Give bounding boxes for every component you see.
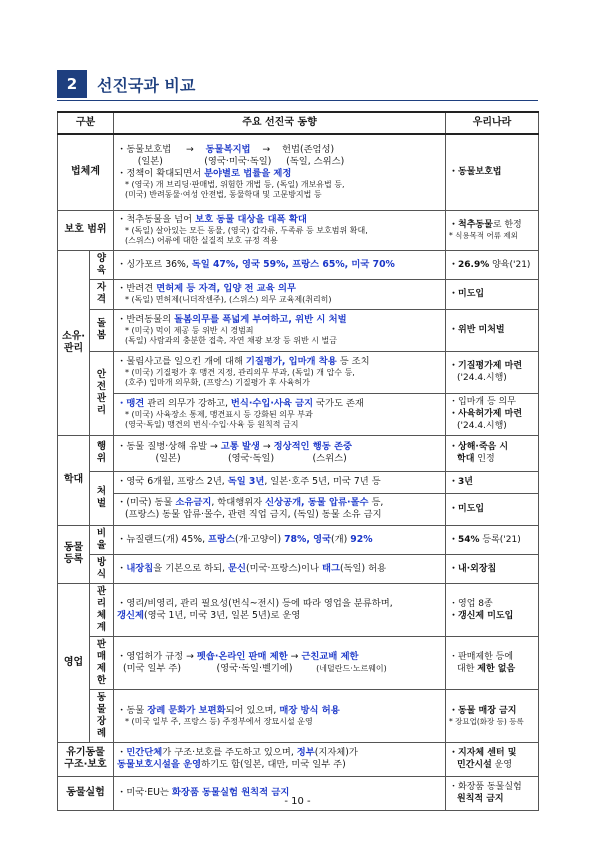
text: , 일본·호주 5년, 미국 7년 등 <box>264 476 381 487</box>
country: (네덜란드·노르웨이) <box>316 663 387 673</box>
cell-funeral-trend <box>114 689 446 742</box>
cell-punish-b-trend <box>114 493 446 525</box>
note: * 장묘업(화장 등) 등록 <box>449 716 524 726</box>
cell-method-trend <box>114 554 446 583</box>
table-row-biz-sales <box>58 636 539 689</box>
note: * (독일) 면허제(니더작센주), (스위스) 의무 교육제(취리히) <box>125 295 332 304</box>
text: 국가도 존재 <box>313 398 364 409</box>
arrow: → <box>259 441 274 452</box>
text: 양육('21) <box>489 259 531 270</box>
cell-punish-a-korea: ・3년 <box>446 471 539 493</box>
highlight: 92% <box>350 533 373 545</box>
cell-qualification-trend <box>114 279 446 309</box>
sub-label-ratio: 비율 <box>90 525 114 554</box>
text: ・(미국) 동물 <box>117 497 176 508</box>
page-number: - 10 - <box>284 796 311 807</box>
text: 가 구조·보호를 주도하고 있으며, <box>162 747 297 758</box>
text: ・영업허가 규정 → <box>117 650 197 662</box>
note: (호주) 입마개 의무화, (프랑스) 기질평가 후 사육허가 <box>125 378 310 387</box>
note: * (미국) 사육장소 통제, 맹견표시 등 강화된 의무 부과 <box>125 410 313 419</box>
header-category: 구분 <box>58 112 114 134</box>
cell-law-korea: ・동물보호법 <box>446 134 539 210</box>
country: (일본) <box>137 156 163 168</box>
cell-punish-b-korea: ・미도입 <box>446 493 539 525</box>
row-label-business: 영업 <box>58 583 90 742</box>
text: 헌법(존엄성) <box>281 144 335 156</box>
cell-stray-korea <box>446 742 539 776</box>
text: ・54% <box>449 534 480 545</box>
text: (미국·프랑스)이나 <box>245 562 322 574</box>
comparison-table <box>57 111 539 811</box>
table-row-safety-a <box>58 351 539 393</box>
table-row-stray <box>58 742 539 776</box>
country: (독일, 스위스) <box>286 156 345 168</box>
highlight: 독일 47%, 영국 59%, 프랑스 65%, 미국 70% <box>191 258 395 270</box>
highlight: 장례 문화가 보편화 <box>147 704 226 716</box>
text: ・반려견 <box>117 283 157 294</box>
text: 되어 있으며, <box>225 704 280 716</box>
text: ・동물 질병·상해 유발 → <box>117 441 221 452</box>
text: ・싱가포르 36%, <box>117 258 192 270</box>
cell-funeral-korea <box>446 689 539 742</box>
highlight: 매장 방식 허용 <box>279 704 340 716</box>
cell-sales-trend <box>114 636 446 689</box>
table-row-qualification <box>58 279 539 309</box>
table-row-abuse-act <box>58 435 539 471</box>
table-row-punish-a <box>58 471 539 493</box>
header-korea: 우리나라 <box>446 112 539 134</box>
table-header-row <box>58 112 539 134</box>
highlight: 돌봄의무를 폭넓게 부여하고, 위반 시 처벌 <box>174 314 347 325</box>
highlight: 내장칩 <box>126 562 154 574</box>
table-row-biz-funeral <box>58 689 539 742</box>
note: (독일) 사람과의 충분한 접촉, 자연 채광 보장 등 위반 시 벌금 <box>125 336 337 345</box>
arrow: → <box>186 144 194 156</box>
note: (영국·독일) 맹견의 번식·수입·사육 등 원칙적 금지 <box>125 420 299 429</box>
highlight: 소유금지 <box>175 497 212 508</box>
table-row-care <box>58 309 539 351</box>
row-label-ownership: 소유·관리 <box>58 250 90 435</box>
row-label-scope: 보호 범위 <box>58 210 114 250</box>
text: 관리 의무가 강하고, <box>144 398 231 409</box>
country: (일본) <box>155 453 181 464</box>
row-label-testing: 동물실험 <box>58 776 114 810</box>
text: (지자체)가 <box>314 747 358 758</box>
table-row-biz-mgmt <box>58 583 539 636</box>
text: ・ <box>117 562 127 574</box>
cell-qualification-korea: ・미도입 <box>446 279 539 309</box>
text: 등 조치 <box>336 356 370 367</box>
highlight: 프랑스 <box>208 533 235 545</box>
highlight: 정상적인 행동 존중 <box>273 441 352 452</box>
text: 하기도 함(일본, 대만, 미국 일부 주) <box>201 759 346 770</box>
text: , 학대행위자 <box>211 497 266 508</box>
cell-safety-a-trend <box>114 351 446 393</box>
text: 운영 <box>491 760 513 770</box>
text: 대한 <box>457 663 478 674</box>
text: ・화장품 동물실험 <box>449 782 522 792</box>
table-row-raising <box>58 250 539 279</box>
text: 인정 <box>474 454 495 464</box>
text: 학대 <box>457 454 475 464</box>
row-label-law: 법체계 <box>58 134 114 210</box>
section-number: 2 <box>57 70 87 98</box>
text: ・ <box>117 747 127 758</box>
country: (영국·독일·벨기에) <box>216 662 293 674</box>
sub-label-method: 방식 <box>90 554 114 583</box>
text: ・정책이 확대되면서 <box>117 168 205 180</box>
text: ・척추동물을 넘어 <box>117 214 196 225</box>
country: (미국 일부 주) <box>122 662 182 674</box>
sub-label-mgmt: 관리체계 <box>90 583 114 636</box>
note: * (미국) 기질평가 후 맹견 지정, 관리의무 부과, (독일) 개 압수 등, <box>125 368 355 377</box>
cell-stray-trend <box>114 742 446 776</box>
highlight: 보호 동물 대상을 대폭 확대 <box>195 214 307 225</box>
table-row-law <box>58 134 539 210</box>
cell-punish-a-trend <box>114 471 446 493</box>
table-row-reg-method <box>58 554 539 583</box>
cell-care-korea: ・위반 미처벌 <box>446 309 539 351</box>
text: 등록('21) <box>479 534 521 545</box>
row-label-abuse: 학대 <box>58 435 90 525</box>
table-row-scope <box>58 210 539 250</box>
cell-ratio-trend <box>114 525 446 554</box>
highlight: 정부 <box>296 747 315 758</box>
note: * (독일) 살아있는 모든 동물, (영국) 갑각류, 두족류 등 보호범위 확대, <box>125 226 368 235</box>
cell-act-trend <box>114 435 446 471</box>
text: (프랑스) 동물 압류·몰수, 관련 직업 금지, (독일) 동물 소유 금지 <box>125 509 382 520</box>
cell-safety-b-trend <box>114 393 446 435</box>
highlight: 기질평가, 입마개 착용 <box>245 356 337 367</box>
sub-label-raising: 양육 <box>90 250 114 279</box>
sub-label-qualification: 자격 <box>90 279 114 309</box>
highlight: 태그 <box>321 562 340 574</box>
text: ・영국 6개월, 프랑스 2년, <box>117 476 228 487</box>
cell-safety-a-korea <box>446 351 539 393</box>
text: ・입마개 등 의무 <box>449 397 516 407</box>
text: (독일) 허용 <box>339 562 387 574</box>
text: ・맹견 <box>117 398 145 409</box>
text: ・물림사고를 일으킨 개에 대해 <box>117 356 246 367</box>
text: ・기질평가제 마련 <box>449 361 523 371</box>
text: ('24.4.시행) <box>457 421 507 431</box>
table-row-safety-b <box>58 393 539 435</box>
cell-ratio-korea <box>446 525 539 554</box>
country: (영국·독일) <box>227 453 275 464</box>
highlight: 펫숍·온라인 판매 제한 <box>196 650 288 662</box>
text: 민간시설 <box>457 760 492 770</box>
note: * (미국) 먹이 제공 등 위반 시 경범죄 <box>125 326 254 335</box>
cell-mgmt-korea <box>446 583 539 636</box>
cell-safety-b-korea <box>446 393 539 435</box>
text: ・미국·EU는 <box>117 787 172 798</box>
section-header <box>57 70 538 98</box>
row-label-stray: 유기동물 구조·보호 <box>58 742 114 776</box>
highlight: 78%, 영국 <box>284 533 332 545</box>
highlight: 번식·수입·사육 금지 <box>230 398 314 409</box>
text: ・판매제한 등에 <box>449 651 514 662</box>
highlight: 동물보호시설을 운영 <box>117 759 202 770</box>
cell-scope-korea <box>446 210 539 250</box>
text: ('24.4.시행) <box>457 373 507 383</box>
table-row-punish-b <box>58 493 539 525</box>
highlight: 화장품 동물실험 원칙적 금지 <box>171 787 290 798</box>
sub-label-act: 행위 <box>90 435 114 471</box>
highlight: 갱신제 <box>117 609 144 621</box>
country: (스위스) <box>312 453 347 464</box>
highlight: 동물복지법 <box>205 144 251 156</box>
cell-care-trend <box>114 309 446 351</box>
highlight: 면허제 등 자격, 입양 전 교육 의무 <box>156 283 296 294</box>
cell-mgmt-trend <box>114 583 446 636</box>
text: 을 기본으로 하되, <box>153 562 228 574</box>
highlight: 신상공개, 동물 압류·몰수 <box>265 497 369 508</box>
arrow: → <box>287 650 302 662</box>
arrow: → <box>262 144 271 156</box>
highlight: 고통 발생 <box>220 441 260 452</box>
country: (영국·미국·독일) <box>204 156 272 168</box>
sub-label-funeral: 동물장례 <box>90 689 114 742</box>
text: 등, <box>368 497 384 508</box>
section-title: 선진국과 비교 <box>97 76 196 95</box>
text: (개·고양이) <box>234 533 285 545</box>
text: (영국 1년, 미국 3년, 일본 5년)로 운영 <box>143 609 301 621</box>
cell-method-korea: ・내·외장칩 <box>446 554 539 583</box>
highlight: 근친교배 제한 <box>301 650 359 662</box>
cell-scope-trend <box>114 210 446 250</box>
text: ・반려동물의 <box>117 314 175 325</box>
highlight: 독일 3년 <box>227 476 265 487</box>
cell-raising-korea <box>446 250 539 279</box>
text: ・상해·죽음 시 <box>449 442 509 452</box>
text: ・갱신제 미도입 <box>449 610 514 621</box>
header-trend: 주요 선진국 동향 <box>114 112 446 134</box>
text: ・동물 <box>117 704 148 716</box>
cell-act-korea <box>446 435 539 471</box>
highlight: 문신 <box>227 562 246 574</box>
note: * (미국 일부 주, 프랑스 등) 주정부에서 장묘시설 운영 <box>125 716 313 726</box>
row-label-registration: 동물등록 <box>58 525 90 583</box>
note: (미국) 반려동물·여성 안전법, 동물학대 및 고문방지법 등 <box>125 190 322 200</box>
cell-sales-korea <box>446 636 539 689</box>
text: ・사육허가제 마련 <box>449 409 523 419</box>
text: ・뉴질랜드(개) 45%, <box>117 533 209 545</box>
text: (개) <box>331 533 351 545</box>
note: * (영국) 개 브리딩·판매법, 위험한 개법 등, (독일) 개보유법 등, <box>125 180 345 190</box>
sub-label-punish: 처벌 <box>90 471 114 525</box>
table-row-reg-ratio <box>58 525 539 554</box>
text: ・동물 매장 금지 <box>449 705 517 716</box>
sub-label-care: 돌봄 <box>90 309 114 351</box>
section-divider <box>57 100 538 101</box>
text: ・영업 8종 <box>449 598 493 609</box>
text: ・영리/비영리, 관리 필요성(번식~전시) 등에 따라 영업을 분류하며, <box>117 597 393 609</box>
text: 제한 없음 <box>477 663 516 674</box>
sub-label-sales: 판매제한 <box>90 636 114 689</box>
sub-label-safety: 안전관리 <box>90 351 114 435</box>
highlight: 민간단체 <box>126 747 163 758</box>
text: ・지자체 센터 및 <box>449 748 517 758</box>
cell-law-trend <box>114 134 446 210</box>
note: (스위스) 어류에 대한 실질적 보호 규정 적용 <box>125 236 278 245</box>
highlight: 분야별로 법률을 제정 <box>204 168 292 180</box>
note: * 식용목적 어류 제외 <box>449 231 518 241</box>
text: ・동물보호법 <box>117 144 172 156</box>
text: 원칙적 금지 <box>457 794 504 804</box>
cell-raising-trend <box>114 250 446 279</box>
text: 로 한정 <box>492 220 522 231</box>
text: ・26.9% <box>449 259 490 270</box>
text: ・척추동물 <box>449 220 493 231</box>
